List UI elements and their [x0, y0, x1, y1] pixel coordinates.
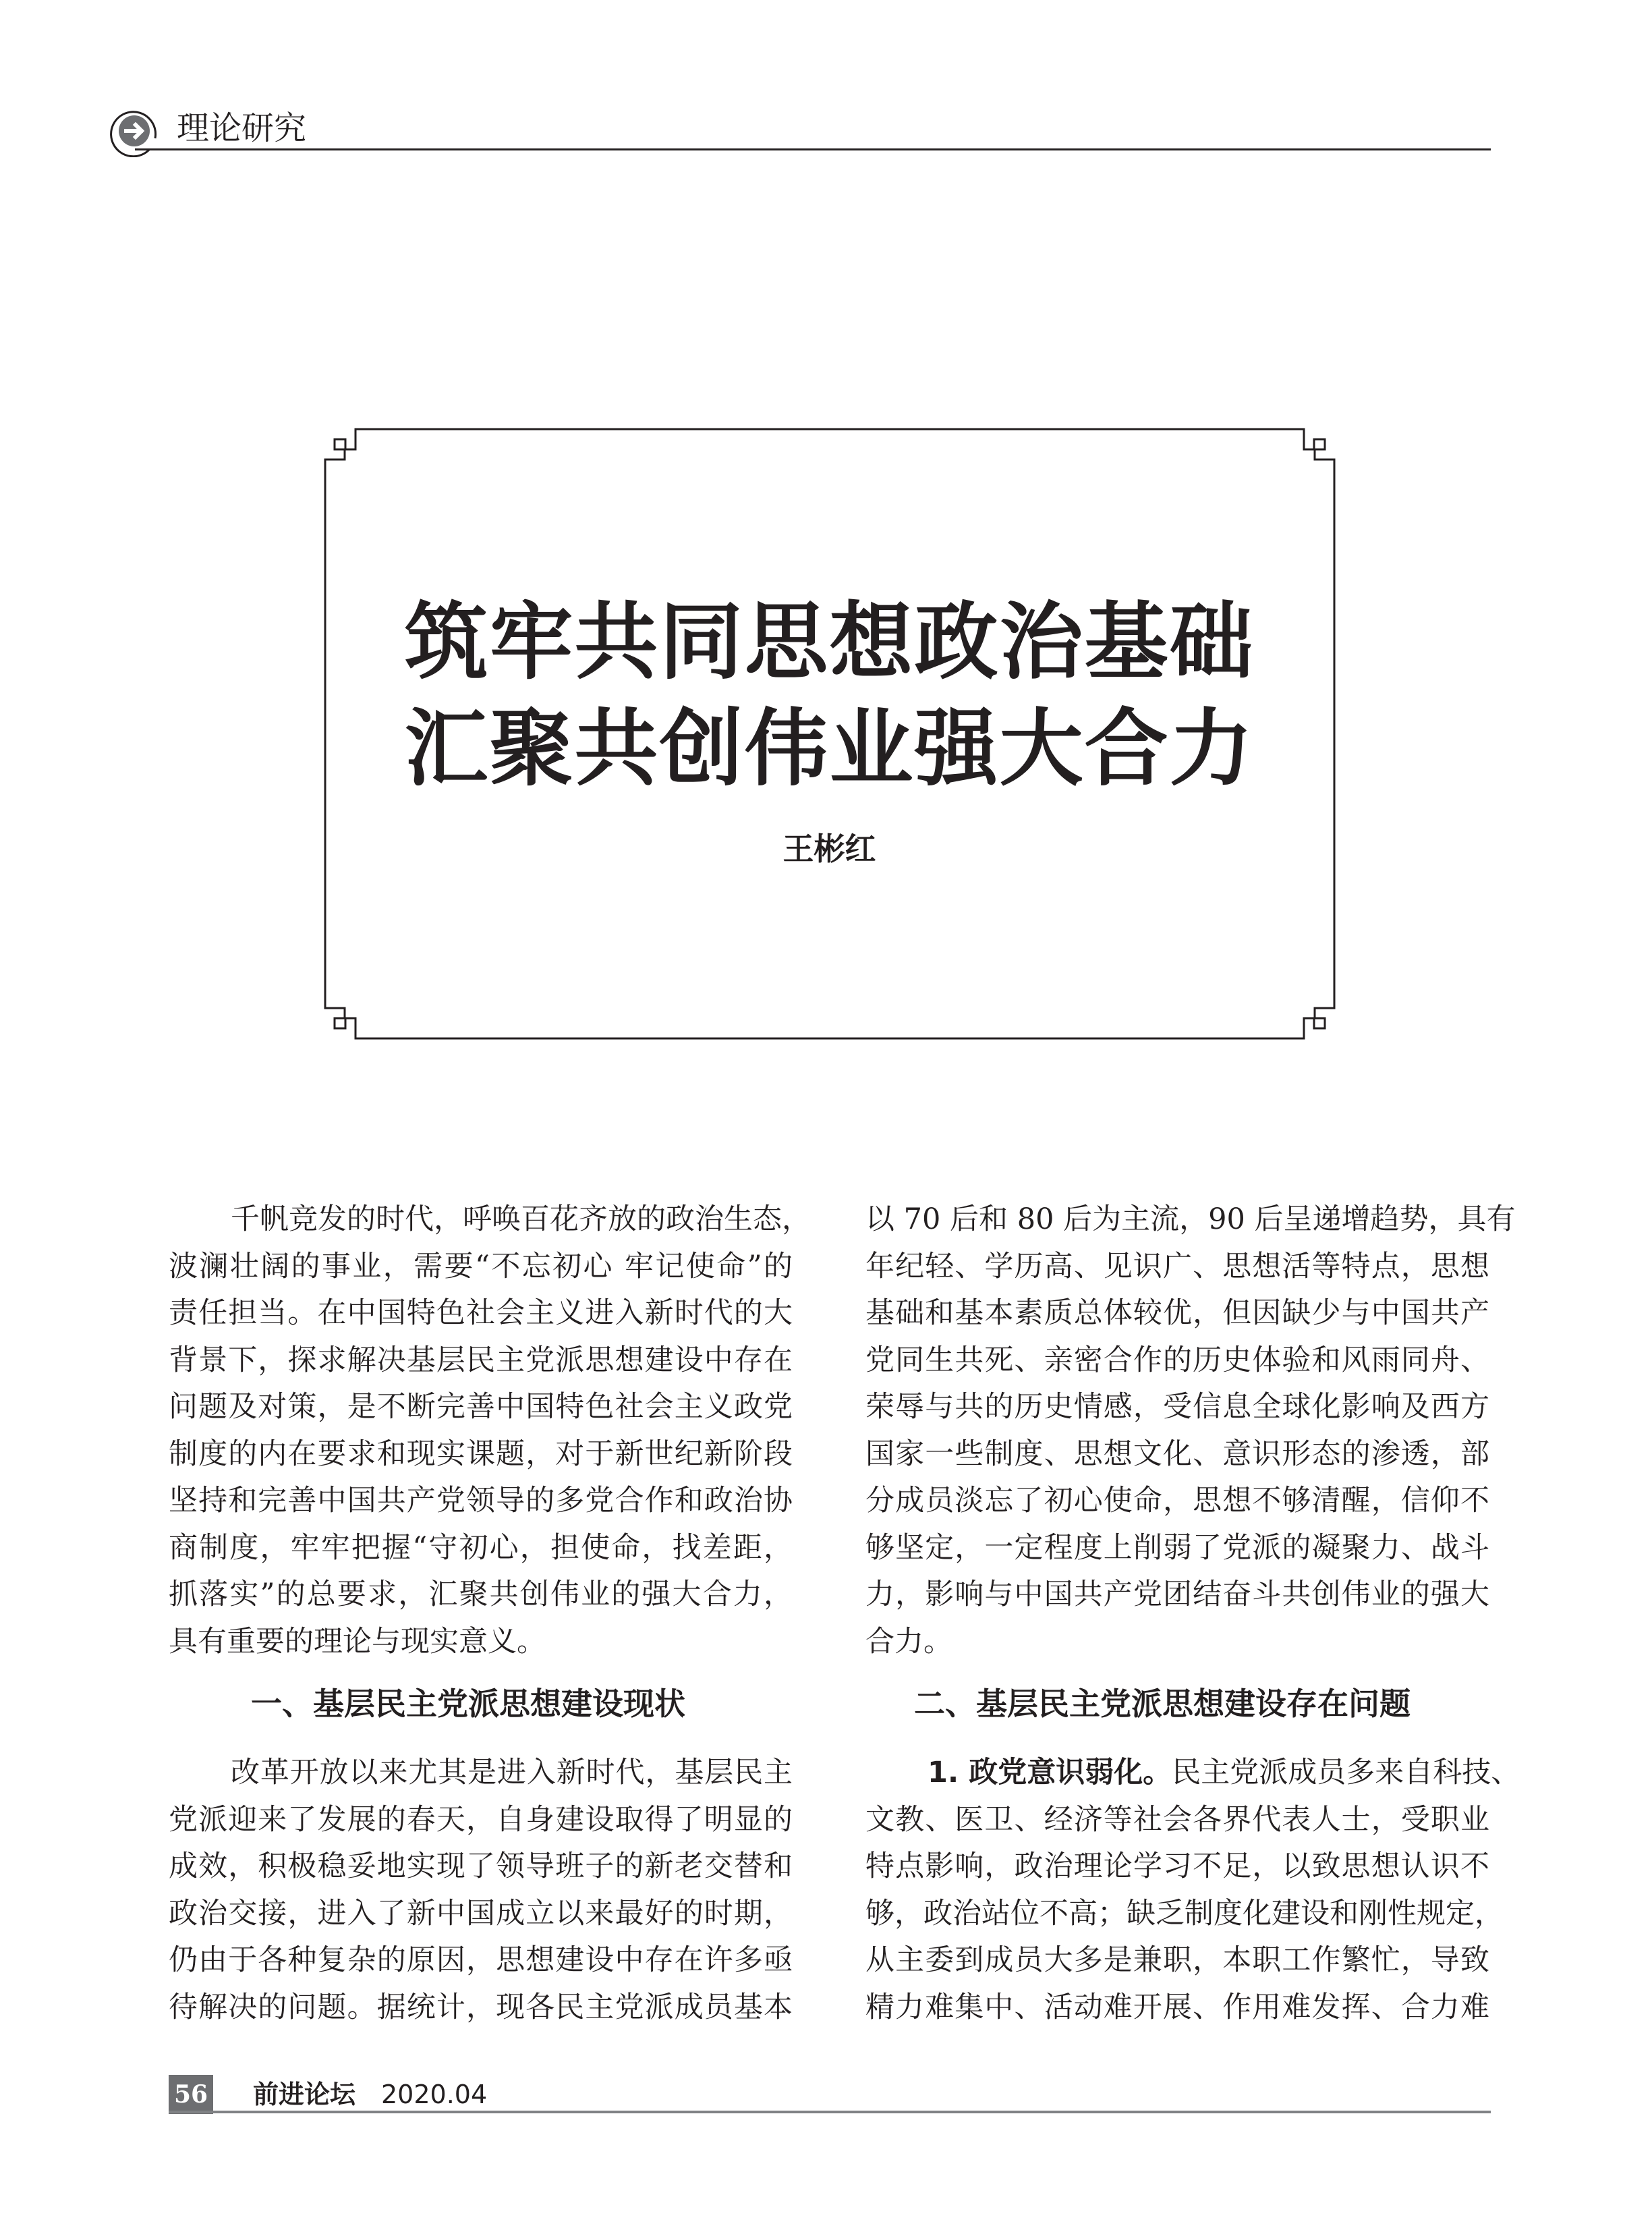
text-line — [169, 1891, 793, 1938]
section1-paragraph — [169, 1750, 793, 2031]
text-line-content: 基础和基本素质总体较优，但因缺少与中国共产 — [865, 1296, 1489, 1330]
text-line — [169, 1937, 793, 1984]
text-line-content: 分成员淡忘了初心使命，思想不够清醒，信仰不 — [865, 1484, 1489, 1518]
text-line-content: 背景下，探求解决基层民主党派思想建设中存在 — [169, 1343, 793, 1377]
text-line-content: 够，政治站位不高；缺乏制度化建设和刚性规定， — [865, 1896, 1504, 1930]
text-line — [865, 1290, 1489, 1337]
text-line — [865, 1478, 1489, 1525]
text-line-content: 成效，积极稳妥地实现了领导班子的新老交替和 — [169, 1849, 793, 1883]
text-line-content: 改革开放以来尤其是进入新时代，基层民主 — [231, 1756, 793, 1789]
text-line — [169, 1196, 811, 1244]
page-number: 56 — [169, 2075, 213, 2114]
author-name: 王彬红 — [782, 831, 876, 867]
text-line-content: 民主党派成员多来自科技、 — [1172, 1756, 1520, 1789]
footer-rule — [169, 2111, 1491, 2113]
text-line — [169, 1431, 793, 1478]
text-line-content: 年纪轻、学历高、见识广、思想活等特点，思想 — [865, 1249, 1489, 1283]
text-line — [865, 1525, 1489, 1572]
text-line-content: 波澜壮阔的事业，需要“不忘初心 牢记使命”的 — [169, 1249, 793, 1283]
text-line — [169, 1750, 793, 1797]
text-line — [169, 1571, 793, 1619]
text-line-content: 国家一些制度、思想文化、意识形态的渗透，部 — [865, 1437, 1489, 1471]
text-line-content: 抓落实”的总要求，汇聚共创伟业的强大合力， — [169, 1578, 793, 1611]
text-line — [169, 1843, 793, 1891]
text-line-content: 合力。 — [865, 1624, 952, 1659]
text-line — [169, 1478, 793, 1525]
section-heading-1: 一、基层民主党派思想建设现状 — [251, 1686, 685, 1722]
article-title-line-1: 筑牢共同思想政治基础 — [404, 594, 1255, 691]
text-line — [865, 1196, 1516, 1244]
text-line-content: 商制度，牢牢把握“守初心，担使命，找差距， — [169, 1530, 793, 1565]
continued-paragraph — [865, 1196, 1516, 1665]
text-line — [865, 1431, 1489, 1478]
text-line-content: 荣辱与共的历史情感，受信息全球化影响及西方 — [865, 1390, 1489, 1424]
text-line — [865, 1384, 1489, 1431]
text-line-content: 力，影响与中国共产党团结奋斗共创伟业的强大 — [865, 1578, 1489, 1611]
text-line — [865, 1337, 1489, 1385]
text-line-content: 具有重要的理论与现实意义。 — [169, 1624, 546, 1659]
text-line-content: 精力难集中、活动难开展、作用难发挥、合力难 — [865, 1990, 1489, 2024]
header-rule — [135, 148, 1491, 150]
text-line — [169, 1337, 793, 1385]
text-line-content: 特点影响，政治理论学习不足，以致思想认识不 — [865, 1849, 1489, 1883]
section2-paragraph — [865, 1750, 1520, 2031]
text-line-content: 政治交接，进入了新中国成立以来最好的时期， — [169, 1896, 793, 1930]
text-line — [169, 1984, 793, 2032]
text-line-content: 待解决的问题。据统计，现各民主党派成员基本 — [169, 1990, 793, 2024]
text-line-content: 制度的内在要求和现实课题，对于新世纪新阶段 — [169, 1437, 793, 1471]
text-line — [865, 1244, 1489, 1291]
paragraph-lead: 1. 政党意识弱化。 — [928, 1756, 1172, 1789]
text-line-content: 坚持和完善中国共产党领导的多党合作和政治协 — [169, 1484, 793, 1518]
text-line — [865, 1891, 1504, 1938]
intro-paragraph — [169, 1196, 811, 1665]
text-line-content: 问题及对策，是不断完善中国特色社会主义政党 — [169, 1390, 793, 1424]
text-line — [169, 1290, 793, 1337]
text-line — [865, 1571, 1489, 1619]
text-line-content: 从主委到成员大多是兼职，本职工作繁忙，导致 — [865, 1943, 1489, 1977]
text-line — [169, 1619, 793, 1666]
text-line — [865, 1750, 1520, 1797]
issue-date: 2020.04 — [381, 2080, 488, 2109]
text-line — [865, 1937, 1489, 1984]
text-line — [865, 1797, 1489, 1844]
text-line — [865, 1619, 1489, 1666]
text-line — [169, 1797, 793, 1844]
magazine-name: 前进论坛 — [253, 2079, 356, 2109]
text-line — [169, 1384, 793, 1431]
text-line-content: 千帆竞发的时代，呼唤百花齐放的政治生态， — [231, 1202, 811, 1236]
text-line — [865, 1843, 1489, 1891]
text-line-content: 党同生共死、亲密合作的历史体验和风雨同舟、 — [865, 1343, 1489, 1377]
text-line — [169, 1525, 793, 1572]
text-line-content: 党派迎来了发展的春天，自身建设取得了明显的 — [169, 1802, 793, 1837]
section-heading-2: 二、基层民主党派思想建设存在问题 — [914, 1686, 1411, 1722]
text-line — [169, 1244, 793, 1291]
text-line-content: 仍由于各种复杂的原因，思想建设中存在许多亟 — [169, 1943, 793, 1977]
article-title-line-2: 汇聚共创伟业强大合力 — [404, 700, 1255, 798]
text-line-content: 够坚定，一定程度上削弱了党派的凝聚力、战斗 — [865, 1530, 1489, 1565]
text-line-content: 责任担当。在中国特色社会主义进入新时代的大 — [169, 1296, 793, 1330]
text-line-content: 以 70 后和 80 后为主流，90 后呈递增趋势，具有 — [865, 1202, 1516, 1236]
section-label: 理论研究 — [177, 109, 307, 147]
text-line — [865, 1984, 1489, 2032]
text-line-content: 文教、医卫、经济等社会各界代表人士，受职业 — [865, 1802, 1489, 1837]
